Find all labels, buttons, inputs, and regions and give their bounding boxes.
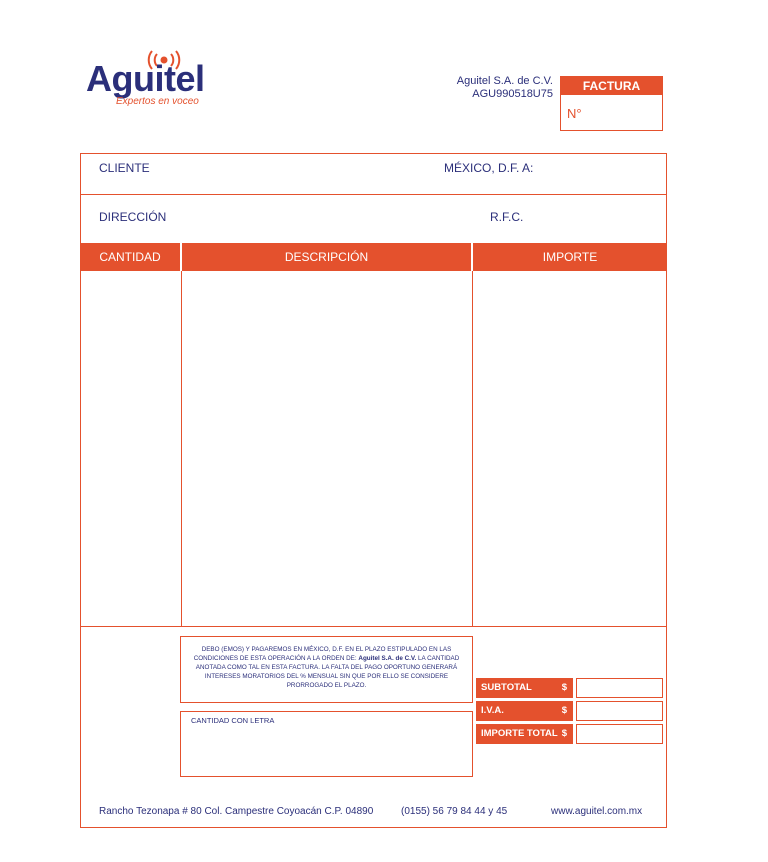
iva-label [476, 701, 573, 721]
footer-web[interactable]: www.aguitel.com.mx [551, 806, 643, 817]
divider-line [80, 626, 667, 627]
legal-company: Aguitel S.A. de C.V. [358, 655, 417, 662]
currency-sign: $ [561, 728, 567, 739]
logo-tagline: Expertos en voceo [116, 96, 199, 107]
column-divider [181, 271, 182, 626]
rfc-label: R.F.C. [490, 210, 524, 224]
currency-sign: $ [561, 682, 567, 693]
importe-total-label [476, 724, 573, 744]
subtotal-text: SUBTOTAL [481, 682, 532, 693]
company-name: Aguitel S.A. de C.V. [456, 75, 553, 87]
legal-text-1: DEBO (EMOS) Y PAGAREMOS EN MÉXICO, D.F. EN EL PLAZO ESTIPULADO EN LAS CONDICIONES DE ESTA OPERACIÓN A LA ORDEN DE: [193, 646, 452, 662]
company-rfc: AGU990518U75 [472, 88, 553, 100]
iva-field[interactable] [576, 701, 663, 721]
direccion-label: DIRECCIÓN [99, 210, 167, 224]
column-divider [472, 271, 473, 626]
factura-box [560, 76, 663, 131]
logo-brand: Aguitel [86, 58, 205, 99]
factura-number-label: N° [567, 106, 582, 121]
column-header-importe: IMPORTE [473, 243, 667, 271]
importe-total-field[interactable] [576, 724, 663, 744]
cantidad-letra-box[interactable] [180, 711, 473, 777]
footer-phone: (0155) 56 79 84 44 y 45 [401, 806, 508, 817]
legal-text-2: LA CANTIDAD ANOTADA COMO TAL EN ESTA FACTURA. LA FALTA DEL PAGO OPORTUNO GENERARÁ INTERESES MORATORIOS DEL % MENSUAL SIN QUE POR ELLO SE CONSIDERE PRORROGADO EL PLAZO. [195, 655, 460, 689]
currency-sign: $ [561, 705, 567, 716]
cantidad-letra-label: CANTIDAD CON LETRA [191, 716, 275, 725]
company-logo [86, 50, 226, 110]
subtotal-field[interactable] [576, 678, 663, 698]
importe-total-text: IMPORTE TOTAL [481, 728, 558, 739]
footer-address: Rancho Tezonapa # 80 Col. Campestre Coyoacán C.P. 04890 [99, 806, 374, 817]
divider-line [80, 194, 667, 195]
column-header-descripcion: DESCRIPCIÓN [182, 243, 471, 271]
factura-title: FACTURA [561, 77, 662, 95]
iva-text: I.V.A. [481, 705, 504, 716]
cliente-label: CLIENTE [99, 161, 150, 175]
fecha-label: MÉXICO, D.F. A: [444, 161, 534, 175]
column-header-cantidad: CANTIDAD [80, 243, 180, 271]
subtotal-label [476, 678, 573, 698]
legal-notice [180, 636, 473, 703]
